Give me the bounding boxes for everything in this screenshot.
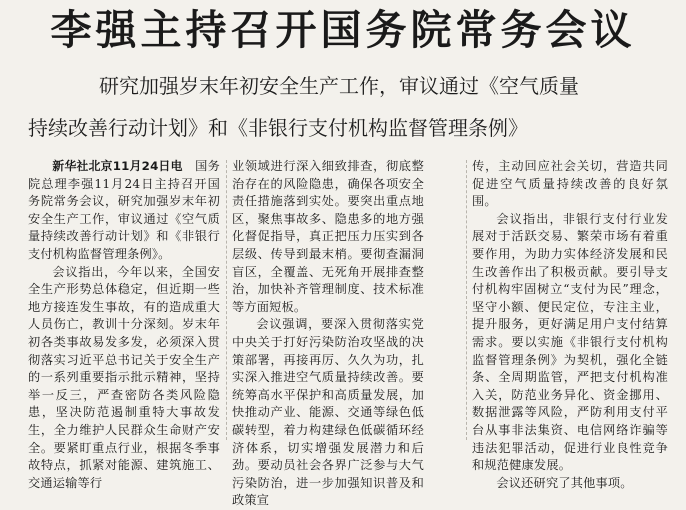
paragraph [28,158,220,264]
paragraph: 业领域进行深入细致排查，彻底整治存在的风险隐患，确保各项安全责任措施落到实处。要突出重点地区，聚焦事故多、隐患多的地方强化督促指导，真正把压力压实到各层级、传导到最末梢。要彻查漏洞盲区，全覆盖、无死角开展排查整治，加快补齐管理制度、技术标准等方面短板。 [232,159,424,314]
paragraph: 传，主动回应社会关切，营造共同促进空气质量持续改善的良好氛围。 [472,159,668,209]
paragraph: 会议还研究了其他事项。 [496,475,633,490]
headline: 李强主持召开国务院常务会议 [50,6,636,54]
column-divider [226,160,227,440]
column-divider [466,160,467,440]
article-column-3 [472,158,668,490]
paragraph: 会议指出，非银行支付行业发展对于活跃交易、繁荣市场有着重要作用，为助力实体经济发展和民生改善作出了积极贡献。要引导支付机构牢固树立“支付为民”理念，坚守小额、便民定位，专注主业，提升服务，更好满足用户支付结算需求。要以实施《非银行支付机构监督管理条例》为契机，强化全链条、全周期监管，严把支付机构准入关，防范业务异化、资金挪用、数据泄露等风险，严防利用支付平台从事非法集资、电信网络诈骗等违法犯罪活动，促进行业良性竞争和规范健康发展。 [472,211,668,473]
paragraph: 会议强调，要深入贯彻落实党中央关于打好污染防治攻坚战的决策部署，再接再厉、久久为功，扎实深入推进空气质量持续改善。要统筹高水平保护和高质量发展，加快推动产业、能源、交通等绿色低碳转型，着力构建绿色低碳循环经济体系，切实增强发展潜力和后劲。要动员社会各界广泛参与大气污染防治，进一步加强知识普及和政策宣 [232,317,424,508]
subtitle-line-2: 持续改善行动计划》和《非银行支付机构监督管理条例》 [28,116,528,140]
article-column-2 [232,158,424,508]
dateline: 新华社北京11月24日电 [52,159,183,173]
paragraph: 会议指出，今年以来，全国安全生产形势总体稳定，但近期一些地方接连发生事故，有的造成重大人员伤亡，教训十分深刻。岁末年初各类事故易发多发，必须深入贯彻落实习近平总书记关于安全生产的一系列重要指示批示精神，坚持举一反三，严查密防各类风险隐患，坚决防范遏制重特大事故发生，全力维护人民群众生命财产安全。要紧盯重点行业，根据冬季事故特点，抓紧对能源、建筑施工、交通运输等行 [28,264,220,490]
paragraph-text: 国务院总理李强11月24日主持召开国务院常务会议，研究加强岁末年初安全生产工作，审议通过《空气质量持续改善行动计划》和《非银行支付机构监督管理条例》。 [28,159,221,261]
article-column-1 [28,158,221,490]
subtitle-line-1: 研究加强岁末年初安全生产工作，审议通过《空气质量 [99,74,579,98]
